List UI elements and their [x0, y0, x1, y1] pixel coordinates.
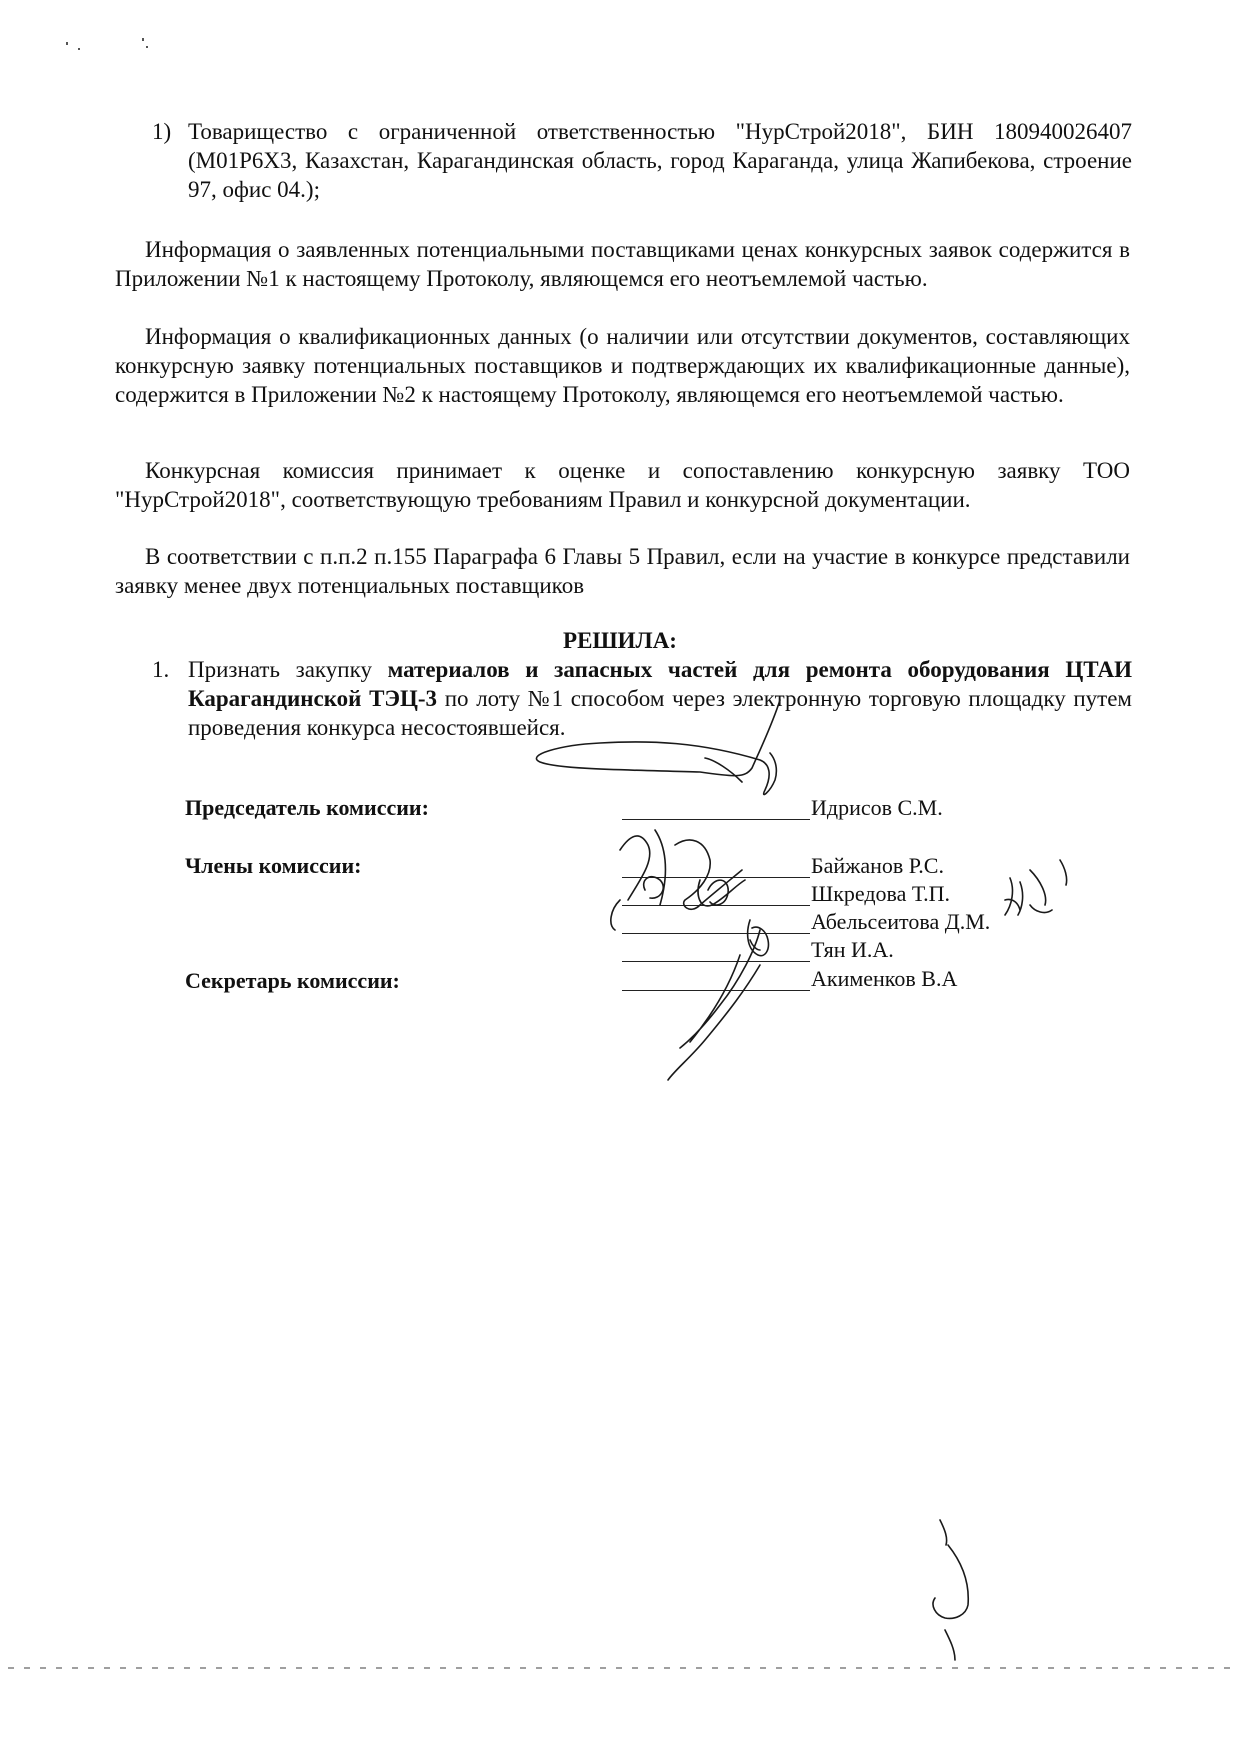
- members-signature: [611, 830, 745, 930]
- member-name: Шкредова Т.П.: [811, 881, 951, 906]
- scan-speck: [142, 38, 144, 41]
- decision-list-item: [152, 655, 1132, 742]
- page-initial: [933, 1520, 968, 1660]
- decision-text-before: Признать закупку: [188, 657, 388, 682]
- scan-speck: [66, 42, 68, 45]
- paragraph-qualification-info: Информация о квалификационных данных (о наличии или отсутствии документов, составляющих конкурсную заявку потенциальных поставщиков и подтверждающих их квалификационные данные), содержится в Приложении №2 к настоящему Протоколу, являющемся его неотъемлемой частью.: [115, 324, 1130, 407]
- member-signature-line: [622, 877, 810, 878]
- scan-speck: [78, 48, 80, 50]
- scan-speck: [146, 46, 148, 48]
- list-item-number: 1): [152, 119, 172, 144]
- paragraph-prices-info: Информация о заявленных потенциальными поставщиками ценах конкурсных заявок содержится в Приложении №1 к настоящему Протоколу, являющемся его неотъемлемой частью.: [115, 237, 1130, 291]
- chairman-name: Идрисов С.М.: [811, 795, 943, 820]
- chairman-signature-tail: [705, 758, 742, 782]
- secretary-signature: [668, 930, 760, 1080]
- member-signature-line: [622, 905, 810, 906]
- member-signature-line: [622, 933, 810, 934]
- decision-item-number: 1.: [152, 657, 170, 682]
- secretary-name: Акименков В.А: [811, 966, 958, 991]
- chairman-signature-line: [622, 819, 810, 820]
- secretary-label: Секретарь комиссии:: [185, 968, 400, 993]
- decision-item-text: [188, 655, 1132, 742]
- decision-heading: РЕШИЛА:: [563, 628, 677, 653]
- member-name: Абельсеитова Д.М.: [811, 909, 991, 934]
- decision-text-after: по лоту №1 способом через электронную торговую площадку путем проведения конкурса несостоявшейся.: [188, 686, 1132, 740]
- member-signature-line: [622, 961, 810, 962]
- secretary-signature-loop: [748, 920, 769, 956]
- chairman-label: Председатель комиссии:: [185, 795, 429, 820]
- supplier-list-item: [152, 117, 1132, 204]
- member-name: Тян И.А.: [811, 937, 894, 962]
- supplier-list-item-text: Товарищество с ограниченной ответственностью "НурСтрой2018", БИН 180940026407 (M01P6X3, Казахстан, Карагандинская область, город Караганда, улица Жапибекова, строение 97, офис 04.);: [188, 119, 1132, 202]
- paragraph-evaluation: Конкурсная комиссия принимает к оценке и сопоставлению конкурсную заявку ТОО "НурСтрой2018", соответствующую требованиям Правил и конкурсной документации.: [115, 458, 1130, 512]
- secretary-signature-line: [622, 990, 810, 991]
- member-name: Байжанов Р.С.: [811, 853, 944, 878]
- members-signature-loops: [644, 877, 729, 905]
- members-label: Члены комиссии:: [185, 853, 362, 878]
- paragraph-legal-basis: В соответствии с п.п.2 п.155 Параграфа 6 Главы 5 Правил, если на участие в конкурсе представили заявку менее двух потенциальных поставщиков: [115, 544, 1130, 598]
- decision-text-bold: материалов и запасных частей для ремонта оборудования ЦТАИ Карагандинской ТЭЦ-3: [188, 657, 1132, 711]
- side-initials: [1005, 860, 1067, 915]
